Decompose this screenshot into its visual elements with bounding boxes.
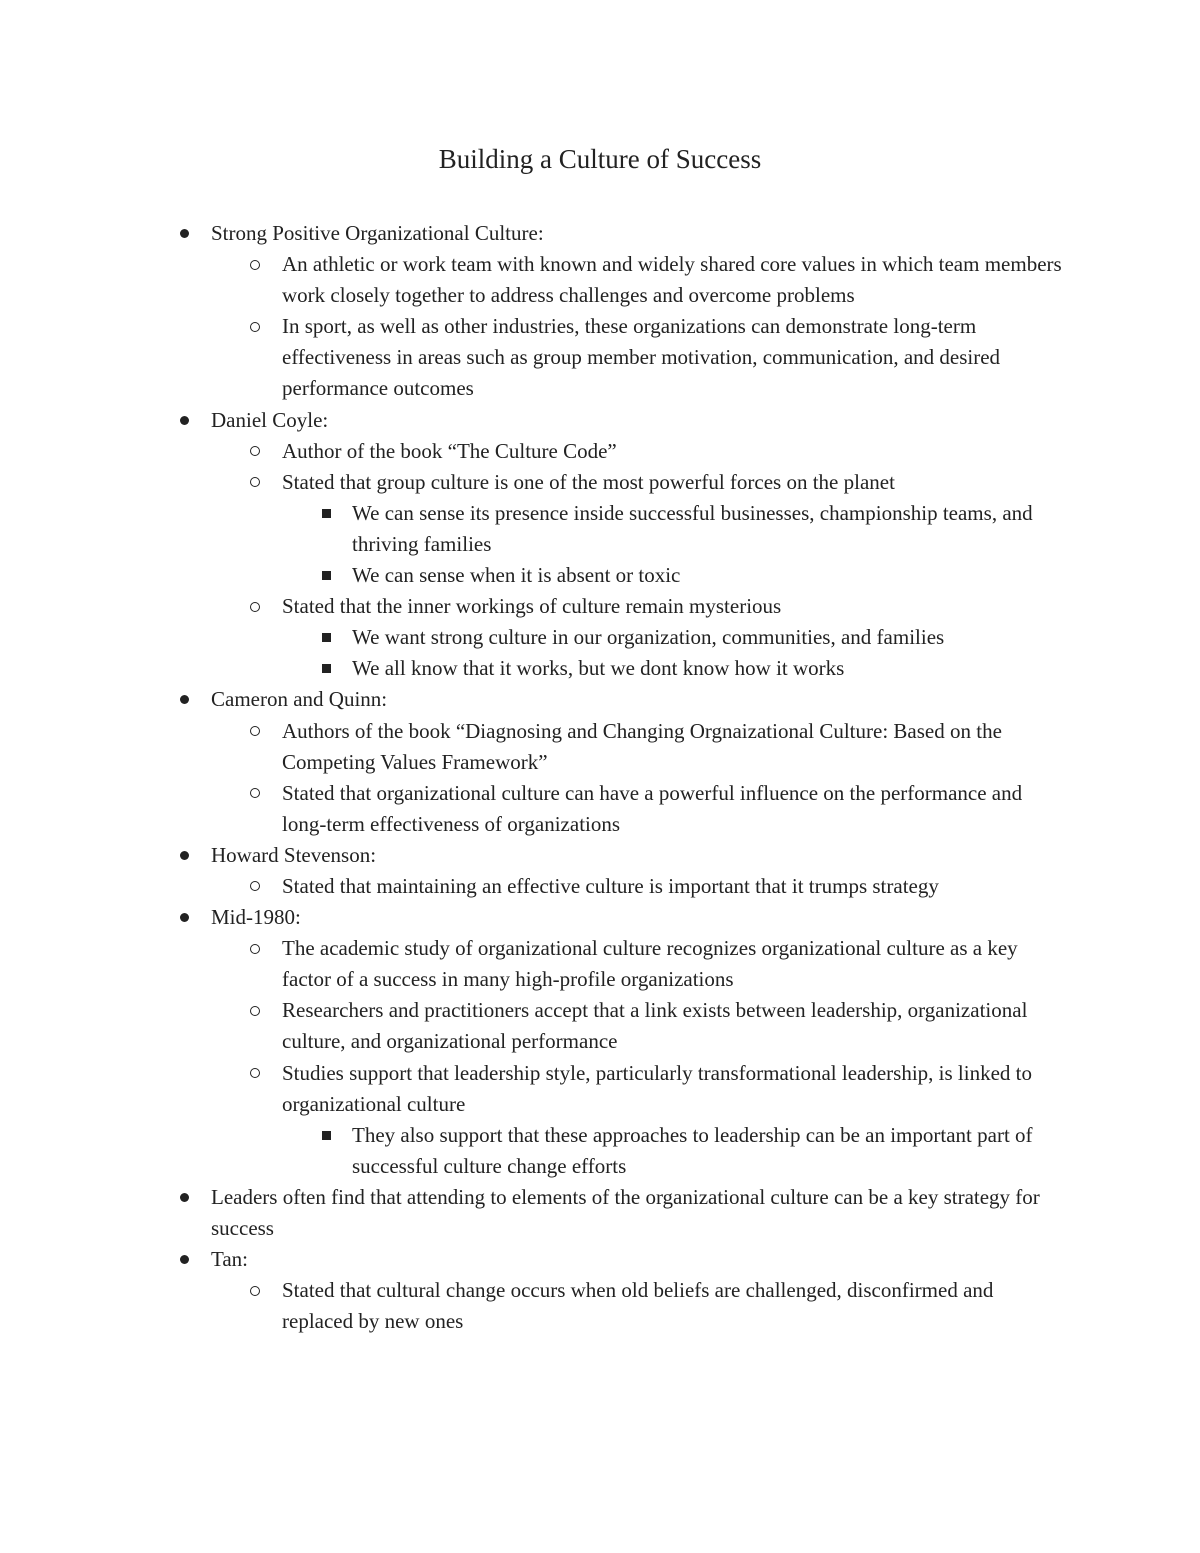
outline-item-text: Stated that group culture is one of the most powerful forces on the planet: [282, 469, 895, 494]
outline-item-text: Stated that the inner workings of culture remain mysterious: [282, 594, 782, 619]
outline-item-text: Tan:: [211, 1247, 249, 1272]
outline-item-text: Researchers and practitioners accept that a link exists between leadership, organizational culture, and organizational performance: [282, 998, 1028, 1054]
outline-item-level-3: [0, 498, 1067, 560]
document-title: Building a Culture of Success: [438, 144, 762, 174]
outline-item-text: Author of the book “The Culture Code”: [282, 438, 617, 463]
outline-item-level-2: [0, 1275, 1067, 1337]
outline-item-text: The academic study of organizational culture recognizes organizational culture as a key factor of a success in many high-profile organizations: [282, 936, 1018, 992]
outline-item-text: We can sense when it is absent or toxic: [352, 563, 681, 588]
square-bullet-icon: [316, 653, 336, 684]
outline-item-level-2: [0, 591, 1067, 622]
outline-item-level-2: [0, 467, 1067, 498]
filled-bullet-icon: [174, 1244, 194, 1275]
outline-item-level-2: [0, 778, 1067, 840]
filled-bullet-icon: [174, 405, 194, 436]
hollow-circle-bullet-icon: [245, 716, 265, 747]
outline-item-level-1: [0, 405, 1067, 436]
outline-item-text: Studies support that leadership style, particularly transformational leadership, is linked to organizational culture: [282, 1060, 1032, 1116]
filled-bullet-icon: [174, 1182, 194, 1213]
hollow-circle-bullet-icon: [245, 995, 265, 1026]
outline-item-level-1: [0, 902, 1067, 933]
filled-bullet-icon: [174, 902, 194, 933]
outline-item-text: Stated that organizational culture can have a powerful influence on the performance and long-term effectiveness of organizations: [282, 780, 1023, 836]
outline-item-level-2: [0, 1058, 1067, 1120]
square-bullet-icon: [316, 498, 336, 529]
filled-bullet-icon: [174, 684, 194, 715]
outline-item-level-1: [0, 1182, 1067, 1244]
outline-item-text: We can sense its presence inside successful businesses, championship teams, and thriving families: [352, 500, 1033, 556]
hollow-circle-bullet-icon: [245, 249, 265, 280]
hollow-circle-bullet-icon: [245, 1058, 265, 1089]
outline-item-text: Stated that maintaining an effective culture is important that it trumps strategy: [282, 873, 939, 898]
hollow-circle-bullet-icon: [245, 591, 265, 622]
outline-item-level-2: [0, 995, 1067, 1057]
square-bullet-icon: [316, 622, 336, 653]
outline-item-text: Howard Stevenson:: [211, 842, 377, 867]
outline-item-text: Strong Positive Organizational Culture:: [211, 221, 544, 245]
outline-item-level-1: [0, 684, 1067, 715]
hollow-circle-bullet-icon: [245, 933, 265, 964]
hollow-circle-bullet-icon: [245, 871, 265, 902]
outline-item-text: In sport, as well as other industries, these organizations can demonstrate long-term effectiveness in areas such as group member motivation, communication, and desired performance outcomes: [282, 314, 1001, 401]
outline-item-text: Stated that cultural change occurs when old beliefs are challenged, disconfirmed and replaced by new ones: [282, 1278, 994, 1334]
hollow-circle-bullet-icon: [245, 1275, 265, 1306]
outline-item-level-1: [0, 218, 1067, 249]
hollow-circle-bullet-icon: [245, 467, 265, 498]
outline-item-text: Authors of the book “Diagnosing and Changing Orgnaizational Culture: Based on the Competing Values Framework”: [282, 718, 1002, 774]
outline-item-level-2: [0, 871, 1067, 902]
outline-item-level-1: [0, 840, 1067, 871]
outline-item-level-2: [0, 436, 1067, 467]
outline-item-level-1: [0, 1244, 1067, 1275]
outline-item-level-3: [0, 622, 1067, 653]
outline-item-level-2: [0, 716, 1067, 778]
square-bullet-icon: [316, 1120, 336, 1151]
filled-bullet-icon: [174, 218, 194, 249]
outline-item-text: We want strong culture in our organization, communities, and families: [352, 625, 945, 650]
outline-item-level-2: [0, 249, 1067, 311]
outline-item-text: Mid-1980:: [211, 905, 301, 930]
outline-item-text: Daniel Coyle:: [211, 407, 329, 432]
square-bullet-icon: [316, 560, 336, 591]
filled-bullet-icon: [174, 840, 194, 871]
outline-item-text: Cameron and Quinn:: [211, 687, 388, 712]
outline-item-level-3: [0, 653, 1067, 684]
outline-item-level-3: [0, 1120, 1067, 1182]
hollow-circle-bullet-icon: [245, 436, 265, 467]
hollow-circle-bullet-icon: [245, 311, 265, 342]
outline-item-text: Leaders often find that attending to elements of the organizational culture can be a key strategy for success: [211, 1184, 1040, 1240]
hollow-circle-bullet-icon: [245, 778, 265, 809]
outline-item-level-2: [0, 933, 1067, 995]
outline-item-level-3: [0, 560, 1067, 591]
bullet-outline: [0, 218, 1200, 1337]
outline-item-level-2: [0, 311, 1067, 404]
outline-item-text: An athletic or work team with known and widely shared core values in which team members work closely together to address challenges and overcome problems: [282, 252, 1062, 308]
outline-item-text: We all know that it works, but we dont know how it works: [352, 656, 845, 681]
outline-item-text: They also support that these approaches to leadership can be an important part of successful culture change efforts: [352, 1122, 1033, 1178]
